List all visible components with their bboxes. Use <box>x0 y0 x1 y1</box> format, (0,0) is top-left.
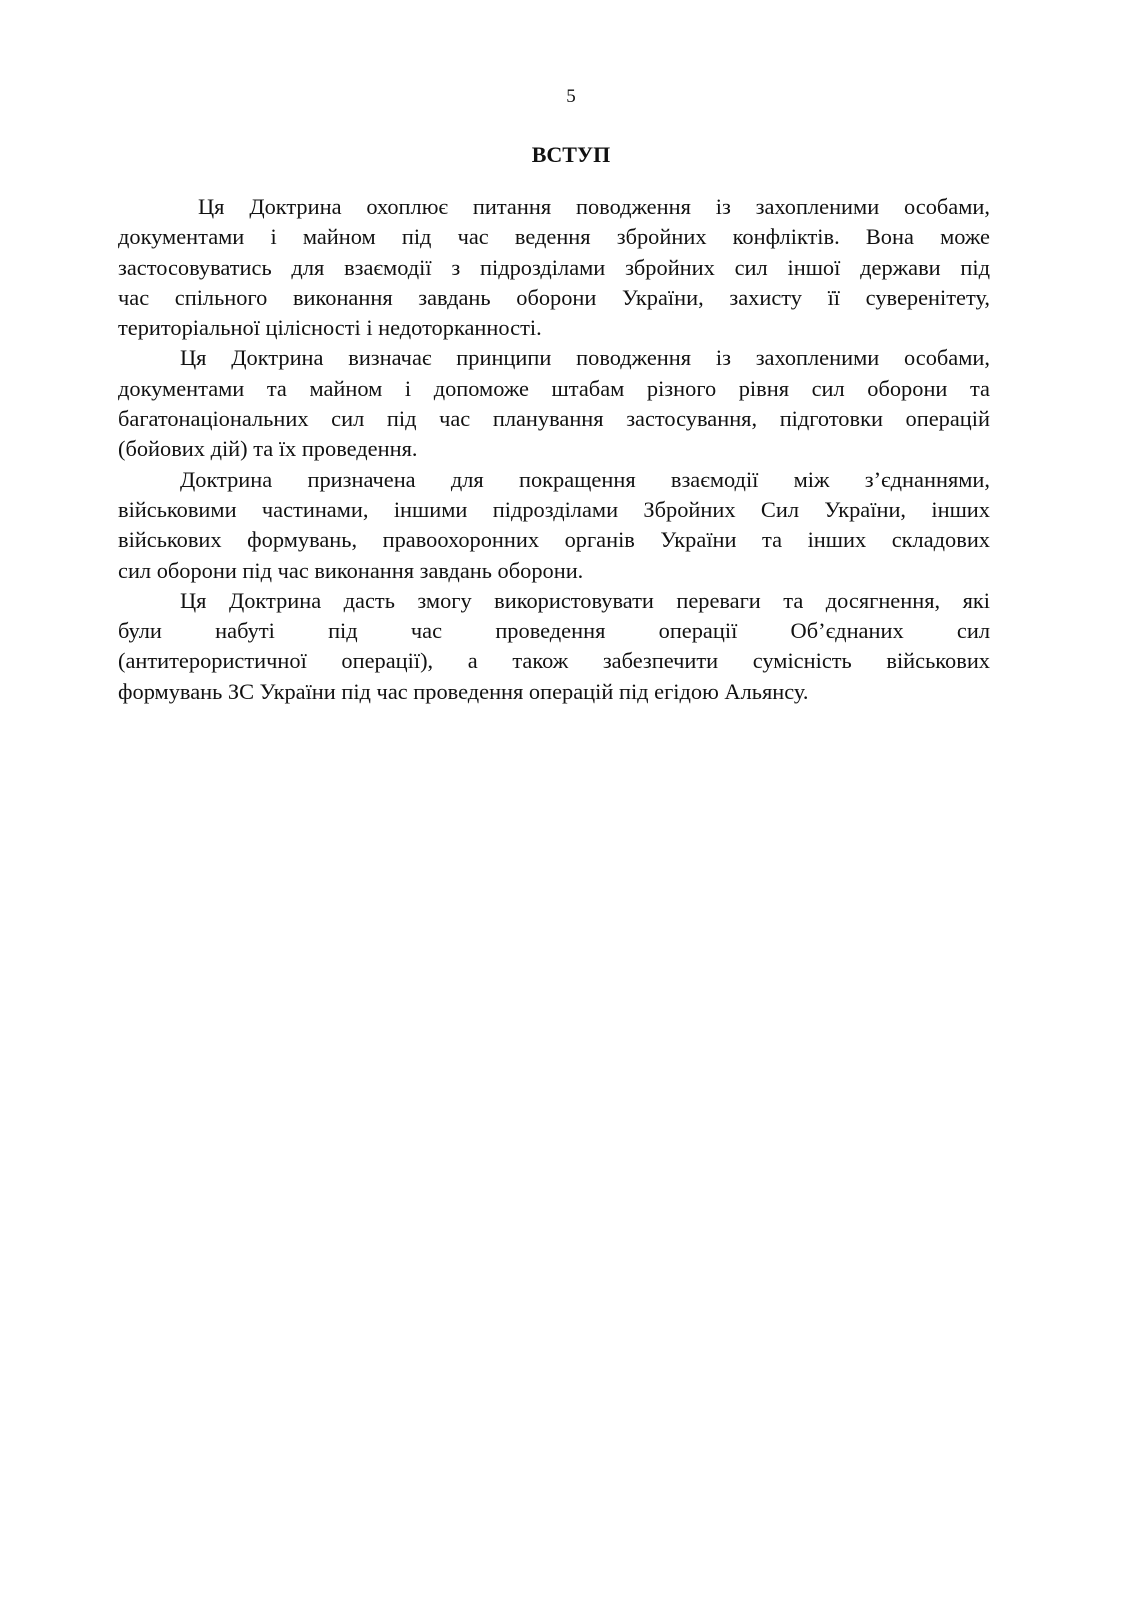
text-line <box>118 192 990 222</box>
paragraph <box>118 586 990 707</box>
text-line-content: військовими частинами, іншими підрозділами Збройних Сил України, інших <box>118 496 990 522</box>
text-line-content: Ця Доктрина охоплює питання поводження із захопленими особами, <box>198 194 990 219</box>
text-line-content: (антитерористичної операції), а також забезпечити сумісність військових <box>118 648 990 674</box>
text-line-content: (бойових дій) та їх проведення. <box>118 436 418 462</box>
text-line-content: військових формувань, правоохоронних органів України та інших складових <box>118 527 990 553</box>
text-line <box>118 495 990 525</box>
text-line-content: були набуті під час проведення операції Об’єднаних сил <box>118 618 990 644</box>
text-line-content: сил оборони під час виконання завдань оборони. <box>118 557 584 583</box>
text-line-content: застосовуватись для взаємодії з підрозділами збройних сил іншої держави під <box>118 254 990 280</box>
text-line-content: Ця Доктрина дасть змогу використовувати переваги та досягнення, які <box>180 587 990 613</box>
text-line-content: документами та майном і допоможе штабам різного рівня сил оборони та <box>118 375 990 401</box>
text-line-content: Ця Доктрина визначає принципи поводження із захопленими особами, <box>180 345 990 371</box>
text-line <box>118 586 990 616</box>
text-line <box>118 343 990 373</box>
text-line-content: багатонаціональних сил під час планування застосування, підготовки операцій <box>118 406 990 432</box>
text-line <box>118 556 990 586</box>
document-body <box>118 192 990 707</box>
text-line <box>118 434 990 464</box>
text-line <box>118 646 990 676</box>
text-line <box>118 222 990 252</box>
paragraph <box>118 192 990 343</box>
paragraph <box>118 343 990 464</box>
text-line <box>118 313 990 343</box>
text-line-content: час спільного виконання завдань оборони України, захисту її суверенітету, <box>118 284 990 310</box>
text-line <box>118 677 990 707</box>
section-title: ВСТУП <box>531 142 611 167</box>
text-line <box>118 253 990 283</box>
text-line-content: документами і майном під час ведення збройних конфліктів. Вона може <box>118 224 990 250</box>
paragraph <box>118 465 990 586</box>
text-line <box>118 283 990 313</box>
text-line <box>118 525 990 555</box>
text-line <box>118 404 990 434</box>
text-line <box>118 465 990 495</box>
text-line <box>118 616 990 646</box>
text-line <box>118 374 990 404</box>
text-line-content: Доктрина призначена для покращення взаємодії між з’єднаннями, <box>180 466 990 492</box>
page-number: 5 <box>566 86 576 107</box>
text-line-content: територіальної цілісності і недоторканності. <box>118 315 542 341</box>
text-line-content: формувань ЗС України під час проведення операцій під егідою Альянсу. <box>118 678 809 704</box>
